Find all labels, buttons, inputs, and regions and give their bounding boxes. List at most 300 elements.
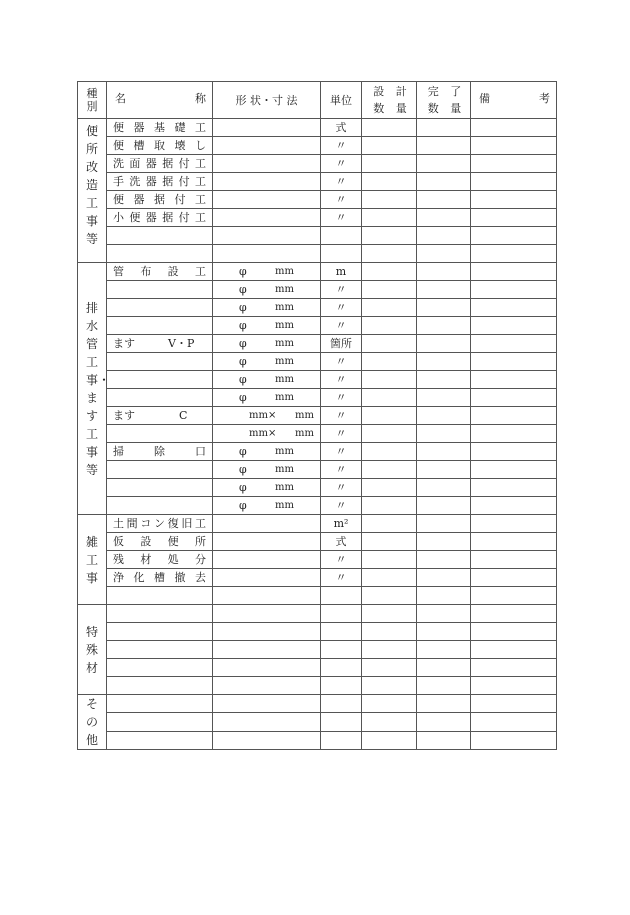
item-spec [213,317,321,335]
item-spec [213,443,321,461]
item-name [107,227,213,245]
design-qty-cell [362,425,417,443]
remarks-cell [471,569,557,587]
remarks-cell [471,191,557,209]
category-label: 排水管工事・ます工事等 [86,300,111,477]
done-qty-cell [417,443,471,461]
header-spec [213,82,321,119]
mm-unit: mm [295,428,314,439]
item-spec [213,569,321,587]
done-qty-cell [417,245,471,263]
remarks-cell [471,587,557,605]
item-unit: 〃 [321,425,362,443]
done-qty-cell [417,713,471,731]
category-label: その他 [86,697,99,747]
header-name-left: 名 [115,92,126,105]
item-spec [213,659,321,677]
header-design-line2: 数 量 [373,102,411,115]
remarks-cell [471,209,557,227]
header-design-qty [362,82,417,119]
mm-unit: mm [275,356,294,367]
item-spec [213,695,321,713]
remarks-cell [471,227,557,245]
remarks-cell [471,335,557,353]
item-spec [213,587,321,605]
item-spec [213,605,321,623]
table-row [78,191,557,209]
done-qty-cell [417,299,471,317]
item-unit: 式 [321,119,362,137]
item-spec [213,551,321,569]
remarks-cell [471,263,557,281]
done-qty-cell [417,461,471,479]
item-name [107,587,213,605]
mm-times: mm× [249,428,277,439]
item-spec [213,533,321,551]
remarks-cell [471,659,557,677]
item-spec [213,731,321,749]
design-qty-cell [362,551,417,569]
category-label: 特殊材 [86,624,99,675]
design-qty-cell [362,173,417,191]
design-qty-cell [362,209,417,227]
done-qty-cell [417,695,471,713]
item-name: 管布設工 [107,263,213,281]
phi-symbol: φ [239,463,247,476]
header-done-line1: 完 了 [427,85,466,98]
header-spec-label: 形 状・寸 法 [235,93,298,107]
table-row [78,353,557,371]
design-qty-cell [362,407,417,425]
item-name [107,317,213,335]
item-name [107,677,213,695]
done-qty-cell [417,317,471,335]
item-spec [213,281,321,299]
item-unit [321,677,362,695]
done-qty-cell [417,371,471,389]
item-unit: 〃 [321,551,362,569]
item-unit [321,245,362,263]
item-name: 土間コン復旧工 [107,515,213,533]
header-remarks [471,82,557,119]
design-qty-cell [362,533,417,551]
remarks-cell [471,137,557,155]
header-done-qty [417,82,471,119]
done-qty-cell [417,155,471,173]
remarks-cell [471,461,557,479]
design-qty-cell [362,641,417,659]
item-unit: 〃 [321,371,362,389]
table-row [78,137,557,155]
remarks-cell [471,407,557,425]
remarks-cell [471,173,557,191]
table-row [78,587,557,605]
header-unit-label: 単位 [330,93,352,107]
category-cell [78,119,107,263]
design-qty-cell [362,569,417,587]
item-unit: 〃 [321,317,362,335]
item-unit [321,641,362,659]
item-spec [213,173,321,191]
item-spec [213,407,321,425]
remarks-cell [471,443,557,461]
design-qty-cell [362,479,417,497]
table-row [78,371,557,389]
table-row [78,335,557,353]
design-qty-cell [362,623,417,641]
design-qty-cell [362,515,417,533]
item-name: ます C [107,407,213,425]
item-name: 洗面器据付工 [107,155,213,173]
item-unit [321,731,362,749]
item-spec [213,641,321,659]
phi-symbol: φ [239,445,247,458]
mm-unit: mm [275,392,294,403]
mm-unit: mm [275,500,294,511]
item-unit [321,713,362,731]
table-row [78,407,557,425]
item-unit: 式 [321,533,362,551]
item-unit [321,227,362,245]
remarks-cell [471,677,557,695]
table-row [78,389,557,407]
table-row [78,713,557,731]
item-spec [213,389,321,407]
header-name-right: 称 [195,92,206,105]
item-name [107,695,213,713]
done-qty-cell [417,587,471,605]
item-name [107,389,213,407]
mm-unit: mm [275,302,294,313]
done-qty-cell [417,731,471,749]
mm-unit: mm [275,320,294,331]
design-qty-cell [362,443,417,461]
item-name: 仮設便所 [107,533,213,551]
design-qty-cell [362,335,417,353]
item-unit: 〃 [321,173,362,191]
done-qty-cell [417,209,471,227]
table-row [78,623,557,641]
item-spec [213,155,321,173]
table-row [78,533,557,551]
item-unit: 〃 [321,389,362,407]
done-qty-cell [417,533,471,551]
table-row [78,551,557,569]
mm-times: mm× [249,410,277,421]
phi-symbol: φ [239,265,247,278]
done-qty-cell [417,407,471,425]
done-qty-cell [417,551,471,569]
remarks-cell [471,371,557,389]
remarks-cell [471,497,557,515]
remarks-cell [471,605,557,623]
item-unit [321,659,362,677]
header-row [78,82,557,119]
item-name [107,353,213,371]
design-qty-cell [362,461,417,479]
header-done-line2: 数 量 [427,102,466,115]
item-name [107,461,213,479]
item-name [107,299,213,317]
design-qty-cell [362,245,417,263]
header-remarks-right: 考 [539,92,550,105]
item-spec [213,335,321,353]
phi-symbol: φ [239,391,247,404]
item-name [107,731,213,749]
item-name: 小便器据付工 [107,209,213,227]
remarks-cell [471,281,557,299]
category-label: 雑工事 [86,534,99,585]
design-qty-cell [362,299,417,317]
item-name [107,245,213,263]
design-qty-cell [362,353,417,371]
item-spec [213,191,321,209]
item-unit: 〃 [321,461,362,479]
done-qty-cell [417,119,471,137]
table-row [78,263,557,281]
mm-unit: mm [275,374,294,385]
item-spec [213,119,321,137]
item-name [107,281,213,299]
item-spec [213,371,321,389]
remarks-cell [471,695,557,713]
item-spec [213,515,321,533]
item-unit: 〃 [321,209,362,227]
design-qty-cell [362,389,417,407]
item-name [107,659,213,677]
item-name: 手洗器据付工 [107,173,213,191]
phi-symbol: φ [239,319,247,332]
phi-symbol: φ [239,301,247,314]
item-unit: 〃 [321,569,362,587]
item-spec [213,299,321,317]
item-unit: m² [321,515,362,533]
remarks-cell [471,353,557,371]
item-name [107,371,213,389]
table-row [78,659,557,677]
remarks-cell [471,299,557,317]
table-row [78,479,557,497]
design-qty-cell [362,605,417,623]
category-cell [78,695,107,750]
phi-symbol: φ [239,481,247,494]
design-qty-cell [362,695,417,713]
design-qty-cell [362,677,417,695]
design-qty-cell [362,659,417,677]
mm-unit: mm [275,482,294,493]
item-unit: 〃 [321,155,362,173]
design-qty-cell [362,497,417,515]
item-name: 浄化槽撤去 [107,569,213,587]
design-qty-cell [362,263,417,281]
done-qty-cell [417,227,471,245]
table-row [78,461,557,479]
item-unit: 〃 [321,299,362,317]
item-name [107,425,213,443]
header-category-line2: 別 [86,100,104,113]
design-qty-cell [362,155,417,173]
item-spec [213,677,321,695]
design-qty-cell [362,731,417,749]
table-row [78,173,557,191]
phi-symbol: φ [239,337,247,350]
phi-symbol: φ [239,355,247,368]
done-qty-cell [417,263,471,281]
item-spec [213,623,321,641]
done-qty-cell [417,173,471,191]
done-qty-cell [417,137,471,155]
mm-unit: mm [275,266,294,277]
table-row [78,677,557,695]
item-spec [213,209,321,227]
done-qty-cell [417,641,471,659]
item-unit: 〃 [321,137,362,155]
phi-symbol: φ [239,373,247,386]
category-cell [78,263,111,515]
item-spec [213,461,321,479]
design-qty-cell [362,587,417,605]
remarks-cell [471,119,557,137]
design-qty-cell [362,713,417,731]
item-unit: 〃 [321,191,362,209]
item-spec [213,425,321,443]
table-row [78,299,557,317]
design-qty-cell [362,281,417,299]
done-qty-cell [417,425,471,443]
remarks-cell [471,317,557,335]
table-row [78,443,557,461]
item-name [107,713,213,731]
table-row [78,227,557,245]
item-spec [213,137,321,155]
header-category [78,82,107,119]
item-name: 便槽取壊し [107,137,213,155]
remarks-cell [471,533,557,551]
design-qty-cell [362,191,417,209]
category-label: 便所改造工事等 [86,124,99,246]
mm-unit: mm [275,464,294,475]
done-qty-cell [417,605,471,623]
item-spec [213,227,321,245]
table-row [78,731,557,749]
mm-unit: mm [275,338,294,349]
item-spec [213,479,321,497]
phi-symbol: φ [239,283,247,296]
item-name [107,623,213,641]
item-name: ます V・P [107,335,213,353]
done-qty-cell [417,335,471,353]
item-unit [321,623,362,641]
item-spec [213,353,321,371]
done-qty-cell [417,677,471,695]
table-row [78,515,557,533]
item-unit [321,605,362,623]
done-qty-cell [417,191,471,209]
item-spec [213,245,321,263]
header-remarks-left: 備 [479,92,490,105]
table-row [78,497,557,515]
table-row [78,605,557,623]
mm-unit: mm [295,410,314,421]
design-qty-cell [362,227,417,245]
remarks-cell [471,731,557,749]
done-qty-cell [417,569,471,587]
mm-unit: mm [275,284,294,295]
item-name: 便器基礎工 [107,119,213,137]
table-row [78,641,557,659]
item-name: 残材処分 [107,551,213,569]
item-name [107,605,213,623]
remarks-cell [471,551,557,569]
table-row [78,695,557,713]
table-row [78,317,557,335]
design-qty-cell [362,371,417,389]
done-qty-cell [417,623,471,641]
item-spec [213,497,321,515]
remarks-cell [471,425,557,443]
item-unit: 〃 [321,407,362,425]
item-unit: 〃 [321,479,362,497]
table-row [78,155,557,173]
phi-symbol: φ [239,499,247,512]
done-qty-cell [417,479,471,497]
remarks-cell [471,389,557,407]
header-category-line1: 種 [86,87,104,100]
item-name: 掃除口 [107,443,213,461]
done-qty-cell [417,659,471,677]
design-qty-cell [362,317,417,335]
item-name [107,497,213,515]
header-design-line1: 設 計 [373,85,411,98]
remarks-cell [471,155,557,173]
done-qty-cell [417,353,471,371]
done-qty-cell [417,281,471,299]
remarks-cell [471,623,557,641]
remarks-cell [471,515,557,533]
done-qty-cell [417,389,471,407]
remarks-cell [471,479,557,497]
item-name [107,479,213,497]
table-row [78,245,557,263]
item-name: 便器据付工 [107,191,213,209]
item-spec [213,713,321,731]
category-cell [78,605,107,695]
header-name [107,82,213,119]
item-unit: 〃 [321,497,362,515]
remarks-cell [471,245,557,263]
remarks-cell [471,713,557,731]
table-row [78,569,557,587]
item-unit: 〃 [321,281,362,299]
table-row [78,209,557,227]
design-qty-cell [362,119,417,137]
header-unit [321,82,362,119]
done-qty-cell [417,515,471,533]
work-quantity-table [77,81,557,750]
item-unit: m [321,263,362,281]
item-unit [321,587,362,605]
table-row [78,425,557,443]
item-name [107,641,213,659]
remarks-cell [471,641,557,659]
mm-unit: mm [275,446,294,457]
item-unit [321,695,362,713]
table-row [78,281,557,299]
item-spec [213,263,321,281]
item-unit: 箇所 [321,335,362,353]
item-unit: 〃 [321,353,362,371]
done-qty-cell [417,497,471,515]
